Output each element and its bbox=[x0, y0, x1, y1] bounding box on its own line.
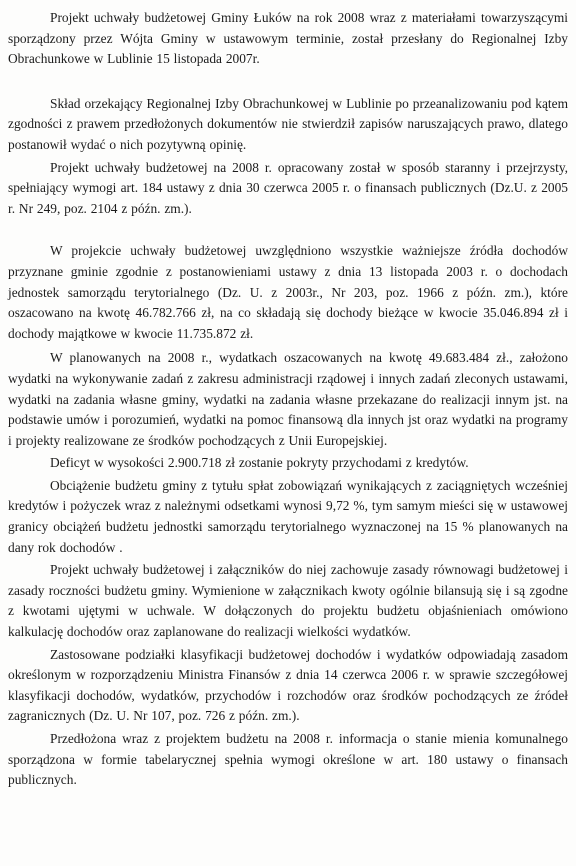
paragraph-submission: Projekt uchwały budżetowej Gminy Łuków na rok 2008 wraz z materiałami towarzyszącymi sporządzony przez Wójta Gminy w ustawowym terminie, został przesłany do Regionalnej Izby Obrachunkowe w Lublinie 15 listopada 2007r. bbox=[8, 10, 568, 67]
paragraph-expenditures: W planowanych na 2008 r., wydatkach oszacowanych na kwotę 49.683.484 zł., założono wydatki na wykonywanie zadań z zakresu administracji rządowej i innych zadań zleconych ustawami, wydatki na zadania własne gminy, wydatki na zadania własne przekazane do realizacji innym jst. na podstawie umów i porozumień, wydatki na pomoc finansową dla innych jst oraz wydatki na programy i projekty realizowane ze środków pochodzących z Unii Europejskiej. bbox=[8, 350, 568, 448]
paragraph-deficit: Deficyt w wysokości 2.900.718 zł zostanie pokryty przychodami z kredytów. bbox=[50, 455, 469, 471]
paragraph-compliance: Projekt uchwały budżetowej na 2008 r. opracowany został w sposób staranny i przejrzysty, spełniający wymogi art. 184 ustawy z dnia 30 czerwca 2005 r. o finansach publicznych (Dz.U. z 2005 r. Nr 249, poz. 2104 z późn. zm.). bbox=[8, 159, 568, 216]
paragraph-classification: Zastosowane podziałki klasyfikacji budżetowej dochodów i wydatków odpowiadają zasadom określonym w rozporządzeniu Ministra Finansów z dnia 14 czerwca 2006 r. w sprawie szczegółowej klasyfikacji dochodów, wydatków, przychodów i rozchodów oraz środków pochodzących ze źródeł zagranicznych (Dz. U. Nr 107, poz. 726 z późn. zm.). bbox=[8, 646, 568, 724]
paragraph-municipal-property: Przedłożona wraz z projektem budżetu na 2008 r. informacja o stanie mienia komunalnego sporządzona w formie tabelarycznej spełnia wymogi określone w art. 180 ustawy o finansach publicznych. bbox=[8, 731, 568, 788]
paragraph-opinion: Skład orzekający Regionalnej Izby Obrachunkowej w Lublinie po przeanalizowaniu pod kątem zgodności z prawem przedłożonych dokumentów nie stwierdził zapisów naruszających prawo, dlatego postanowił wydać o nich pozytywną opinię. bbox=[8, 95, 568, 152]
paragraph-debt-burden: Obciążenie budżetu gminy z tytułu spłat zobowiązań wynikających z zaciągniętych wcześniej kredytów i pożyczek wraz z należnymi odsetkami wynosi 9,72 %, tym samym mieści się w ustawowej granicy obciążeń budżetu jednostki samorządu terytorialnego wyznaczonej na 15 % planowanych na dany rok dochodów . bbox=[8, 477, 568, 555]
paragraph-budget-principles: Projekt uchwały budżetowej i załączników do niej zachowuje zasady równowagi budżetowej i zasady roczności budżetu gminy. Wymienione w załącznikach kwoty ogólnie bilansują się i są zgodne z kwotami ujętymi w uchwale. W dołączonych do projektu budżetu objaśnieniach omówiono kalkulację dochodów oraz zaplanowane do realizacji wielkości wydatków. bbox=[8, 562, 568, 640]
paragraph-revenues: W projekcie uchwały budżetowej uwzględniono wszystkie ważniejsze źródła dochodów przyznane gminie zgodnie z postanowieniami ustawy z dnia 13 listopada 2003 r. o dochodach jednostek samorządu terytorialnego (Dz. U. z 2003r., Nr 203, poz. 1966 z późn. zm.), które oszacowano na kwotę 46.782.766 zł, na co składają się dochody bieżące w kwocie 35.046.894 zł i dochody majątkowe w kwocie 11.735.872 zł. bbox=[8, 243, 568, 341]
